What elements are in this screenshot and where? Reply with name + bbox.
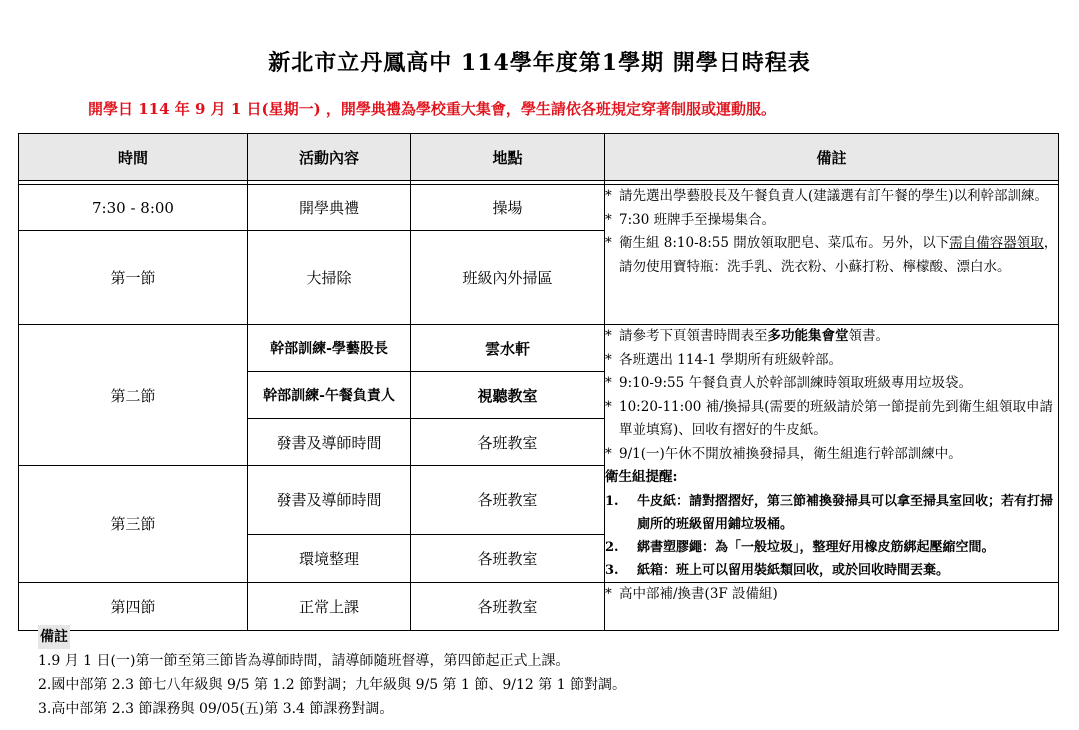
page-title: 新北市立丹鳳高中 114學年度第1學期 開學日時程表 (268, 50, 811, 76)
note-item: 9/1(一)午休不開放補換發掃具，衛生組進行幹部訓練中。 (619, 445, 962, 462)
table-row (19, 185, 1059, 231)
table-row (19, 325, 1059, 372)
memo-heading: 備註 (38, 625, 70, 649)
row-activity: 幹部訓練-午餐負責人 (248, 372, 411, 419)
row-place: 雲水軒 (411, 325, 605, 372)
row-place: 視聽教室 (411, 372, 605, 419)
row-place: 操場 (411, 185, 605, 231)
note-item: 高中部補/換書(3F 設備組) (619, 585, 778, 602)
row-activity: 發書及導師時間 (248, 466, 411, 535)
reminder-item: 紙箱：班上可以留用裝紙類回收，或於回收時間丟棄。 (637, 562, 950, 578)
row-place: 各班教室 (411, 466, 605, 535)
opening-day-notice: 開學日 114 年 9 月 1 日(星期一) ，開學典禮為學校重大集會，學生請依各班規定穿著制服或運動服。 (88, 100, 776, 118)
memo-section (38, 625, 626, 721)
row-place: 各班教室 (411, 582, 605, 630)
note-item: 10:20-11:00 補/換掃具(需要的班級請於第一節提前先到衛生組領取申請單並填寫)、回收有摺好的牛皮紙。 (619, 398, 1053, 438)
memo-line: 1.9 月 1 日(一)第一節至第三節皆為導師時間，請導師隨班督導，第四節起正式上課。 (38, 653, 570, 669)
row-place: 班級內外掃區 (411, 231, 605, 325)
notes-cell-fourth: * 高中部補/換書(3F 設備組) (605, 582, 1059, 630)
schedule-table (18, 133, 1059, 631)
row-activity: 大掃除 (248, 231, 411, 325)
memo-line: 3.高中部第 2.3 節課務與 09/05(五)第 3.4 節課務對調。 (38, 701, 394, 717)
note-item: 請參考下頁領書時間表至多功能集會堂領書。 (619, 328, 889, 344)
notes-cell-periods: * 請參考下頁領書時間表至多功能集會堂領書。 * 各班選出 114-1 學期所有班級幹部。 * 9:10-9:55 午餐負責人於幹部訓練時領取班級專用垃圾袋。 * 10:20-11:00 補/換掃具(需要的班級請於第一節提前先到衛生組領取申請單並填寫)、回收有摺好的牛皮紙。 * 9/1(一)午休不開放補換發掃具，衛生組進行幹部訓練中。 衛生組提醒: 1. 牛皮紙：請對摺摺好，第三節補換發掃具可以拿至掃具室回收；若有打掃廁所的班級留用鋪垃圾桶。 2. 綁書塑膠繩：為「一般垃圾」，整理好用橡皮筋綁起壓縮空間。 3. 紙箱：班上可以留用裝紙類回收，或於回收時間丟棄。 (605, 325, 1059, 583)
row-time: 第二節 (19, 325, 248, 466)
row-time: 7:30 - 8:00 (19, 185, 248, 231)
note-item: 衛生組 8:10-8:55 開放領取肥皂、菜瓜布。另外，以下需自備容器領取，請勿使用寶特瓶：洗手乳、洗衣粉、小蘇打粉、檸檬酸、漂白水。 (619, 235, 1058, 275)
row-time: 第四節 (19, 582, 248, 630)
row-time: 第三節 (19, 466, 248, 583)
reminder-item: 牛皮紙：請對摺摺好，第三節補換發掃具可以拿至掃具室回收；若有打掃廁所的班級留用鋪垃圾桶。 (637, 493, 1054, 532)
row-place: 各班教室 (411, 419, 605, 466)
row-time: 第一節 (19, 231, 248, 325)
note-item: 7:30 班牌手至操場集合。 (619, 211, 776, 228)
hygiene-reminder-heading: 衛生組提醒: (605, 469, 678, 485)
note-item: 請先選出學藝股長及午餐負責人(建議選有訂午餐的學生)以利幹部訓練。 (619, 188, 1049, 204)
row-activity: 開學典禮 (248, 185, 411, 231)
header-activity: 活動內容 (248, 134, 411, 181)
row-activity: 幹部訓練-學藝股長 (248, 325, 411, 372)
row-activity: 環境整理 (248, 534, 411, 582)
memo-line: 2.國中部第 2.3 節七八年級與 9/5 第 1.2 節對調；九年級與 9/5 第 1 節、9/12 第 1 節對調。 (38, 677, 627, 693)
row-activity: 發書及導師時間 (248, 419, 411, 466)
reminder-item: 綁書塑膠繩：為「一般垃圾」，整理好用橡皮筋綁起壓縮空間。 (637, 539, 995, 555)
row-place: 各班教室 (411, 534, 605, 582)
note-item: 各班選出 114-1 學期所有班級幹部。 (619, 351, 843, 368)
header-time: 時間 (19, 134, 248, 181)
header-place: 地點 (411, 134, 605, 181)
note-item: 9:10-9:55 午餐負責人於幹部訓練時領取班級專用垃圾袋。 (619, 375, 972, 391)
notes-cell-ceremony: * 請先選出學藝股長及午餐負責人(建議選有訂午餐的學生)以利幹部訓練。 * 7:30 班牌手至操場集合。 * 衛生組 8:10-8:55 開放領取肥皂、菜瓜布。另外，以下需自備容器領取，請勿使用寶特瓶：洗手乳、洗衣粉、小蘇打粉、檸檬酸、漂白水。 (605, 185, 1059, 325)
row-activity: 正常上課 (248, 582, 411, 630)
table-row (19, 582, 1059, 630)
header-notes: 備註 (605, 134, 1059, 181)
